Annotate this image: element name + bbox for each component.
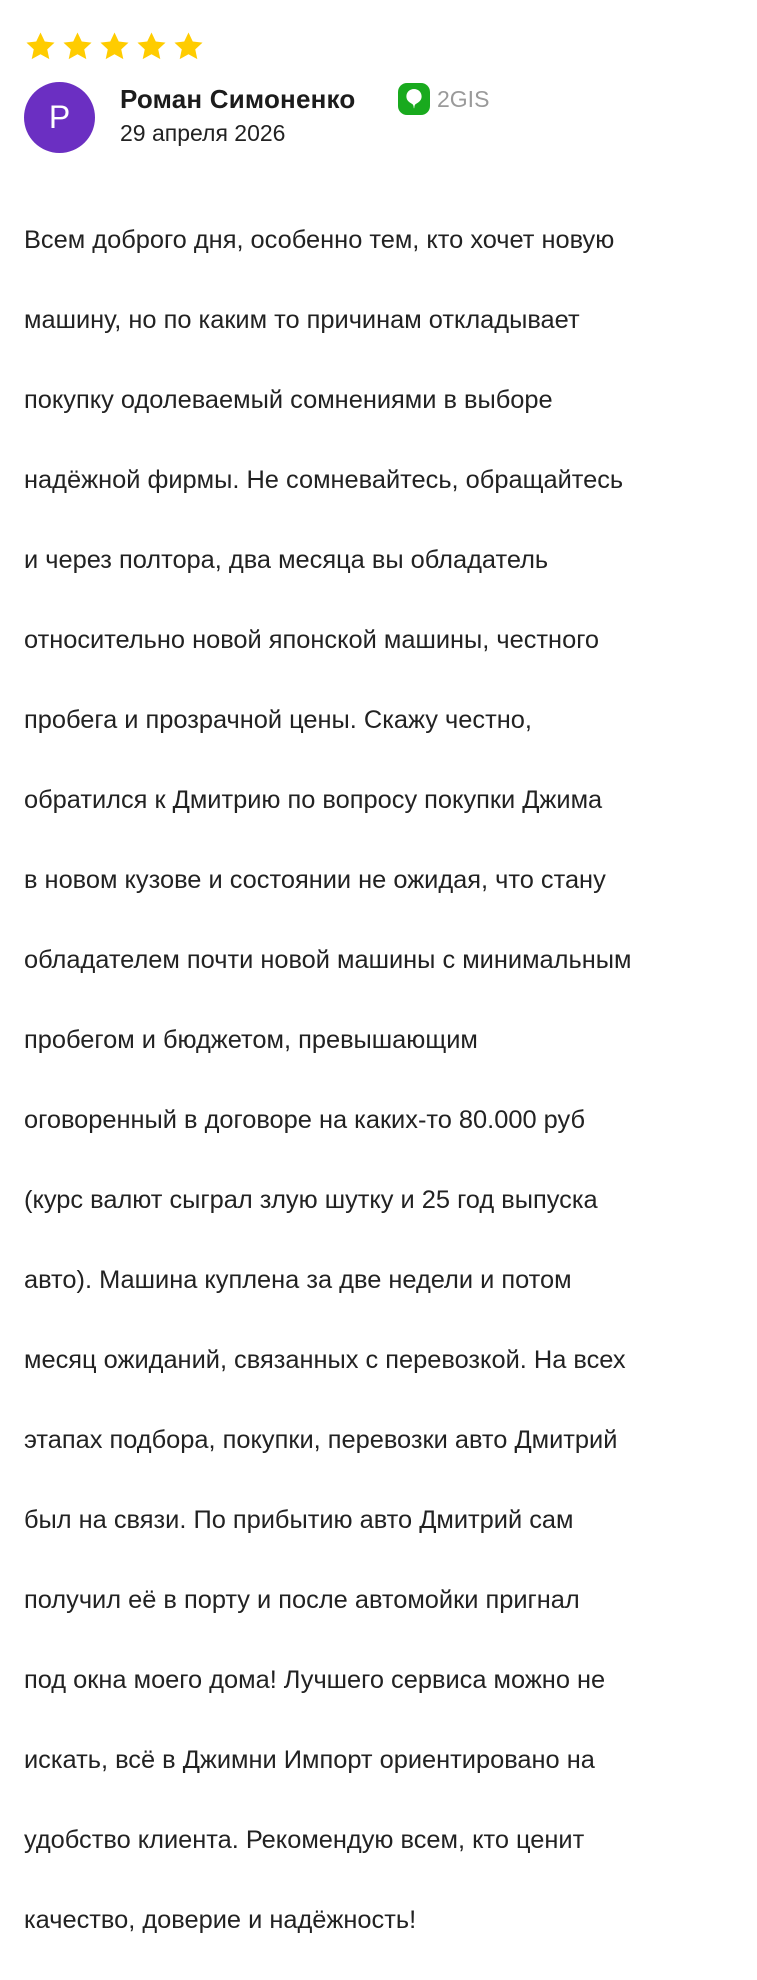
- review-text-line: искать, всё в Джимни Импорт ориентировано на: [24, 1746, 595, 1774]
- review-text-line: получил её в порту и после автомойки пригнал: [24, 1586, 580, 1614]
- 2gis-logo-icon: [397, 82, 431, 116]
- star-icon: [98, 30, 131, 63]
- star-icon: [172, 30, 205, 63]
- review-text-line: под окна моего дома! Лучшего сервиса можно не: [24, 1666, 606, 1694]
- review-text-line: покупку одолеваемый сомнениями в выборе: [24, 386, 553, 414]
- review-text-line: оговоренный в договоре на каких-то 80.000 руб: [24, 1106, 585, 1134]
- review-text: [24, 180, 736, 1980]
- review-text-line: удобство клиента. Рекомендую всем, кто ценит: [24, 1826, 585, 1854]
- source-label: 2GIS: [437, 85, 490, 112]
- author-name[interactable]: Роман Симоненко: [120, 84, 356, 114]
- review-text-line: пробегом и бюджетом, превышающим: [24, 1026, 478, 1054]
- star-icon: [61, 30, 94, 63]
- review-text-line: этапах подбора, покупки, перевозки авто Дмитрий: [24, 1426, 618, 1454]
- review-text-line: машину, но по каким то причинам откладывает: [24, 306, 580, 334]
- author-avatar[interactable]: [24, 82, 95, 153]
- review-text-line: в новом кузове и состоянии не ожидая, что стану: [24, 866, 606, 894]
- review-text-line: пробега и прозрачной цены. Скажу честно,: [24, 706, 532, 734]
- review-text-line: относительно новой японской машины, честного: [24, 626, 600, 654]
- review-text-line: надёжной фирмы. Не сомневайтесь, обращайтесь: [24, 466, 624, 494]
- review-text-line: качество, доверие и надёжность!: [24, 1906, 417, 1934]
- review-date: 29 апреля 2026: [120, 120, 286, 146]
- review-text-line: авто). Машина куплена за две недели и потом: [24, 1266, 572, 1294]
- avatar-initial: Р: [48, 99, 71, 135]
- review-text-line: (курс валют сыграл злую шутку и 25 год выпуска: [24, 1186, 598, 1214]
- review-text-line: и через полтора, два месяца вы обладатель: [24, 546, 549, 574]
- review-text-line: Всем доброго дня, особенно тем, кто хочет новую: [24, 226, 615, 254]
- rating-stars: [24, 30, 205, 63]
- review-source: [397, 82, 489, 116]
- star-icon: [135, 30, 168, 63]
- review-text-line: месяц ожиданий, связанных с перевозкой. На всех: [24, 1346, 626, 1374]
- review-text-line: обладателем почти новой машины с минимальным: [24, 946, 632, 974]
- star-icon: [24, 30, 57, 63]
- review-text-line: обратился к Дмитрию по вопросу покупки Джима: [24, 786, 603, 814]
- review-text-line: был на связи. По прибытию авто Дмитрий сам: [24, 1506, 574, 1534]
